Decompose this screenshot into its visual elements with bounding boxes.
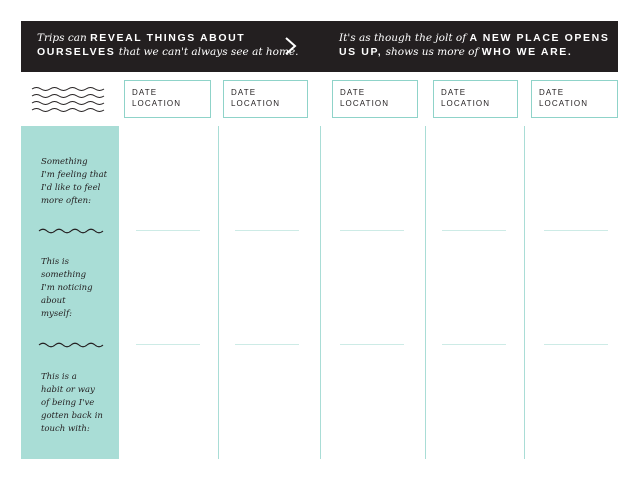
- writing-line[interactable]: [442, 344, 506, 345]
- writing-line[interactable]: [235, 344, 299, 345]
- location-label: LOCATION: [231, 99, 281, 108]
- quote-text-caps: A NEW PLACE OPENS: [469, 32, 610, 44]
- location-label: LOCATION: [340, 99, 390, 108]
- prompt-line: I'd like to feel: [41, 183, 101, 193]
- writing-line[interactable]: [442, 230, 506, 231]
- prompt-line: about: [41, 296, 66, 306]
- writing-line[interactable]: [235, 230, 299, 231]
- quote-text-caps: US UP,: [339, 46, 383, 58]
- column-divider: [425, 126, 426, 459]
- prompt-line: more often:: [41, 196, 92, 206]
- header-banner: [21, 21, 618, 72]
- column-divider: [218, 126, 219, 459]
- date-label: DATE: [132, 88, 158, 97]
- writing-line[interactable]: [340, 344, 404, 345]
- prompt-feeling: [41, 156, 115, 208]
- prompt-line: of being I've: [41, 398, 95, 408]
- writing-line[interactable]: [136, 230, 200, 231]
- column-divider: [320, 126, 321, 459]
- date-label: DATE: [539, 88, 565, 97]
- wavy-lines-icon: [30, 86, 110, 116]
- quote-line: [339, 31, 609, 45]
- quote-text-italic: that we can't always see at home.: [115, 46, 299, 58]
- date-label: DATE: [340, 88, 366, 97]
- quote-line: [37, 45, 299, 59]
- location-label: LOCATION: [441, 99, 491, 108]
- date-label: DATE: [441, 88, 467, 97]
- banner-quote-right: [339, 31, 609, 59]
- writing-line[interactable]: [544, 230, 608, 231]
- writing-line[interactable]: [544, 344, 608, 345]
- quote-line: [339, 45, 609, 59]
- entry-header-box[interactable]: [332, 80, 418, 118]
- prompt-sidebar: [21, 126, 119, 459]
- prompt-line: habit or way: [41, 385, 95, 395]
- location-label: LOCATION: [132, 99, 182, 108]
- prompt-line: touch with:: [41, 424, 90, 434]
- entry-header-box[interactable]: [124, 80, 211, 118]
- location-label: LOCATION: [539, 99, 589, 108]
- quote-text-caps: WHO WE ARE.: [481, 46, 573, 58]
- writing-line[interactable]: [340, 230, 404, 231]
- quote-text-italic: shows us more of: [382, 46, 482, 58]
- banner-quote-left: [37, 31, 299, 59]
- entry-header-box[interactable]: [223, 80, 308, 118]
- prompt-line: This is a: [41, 372, 77, 382]
- wavy-divider-icon: [38, 341, 104, 349]
- quote-text-italic: It's as though the jolt of: [339, 32, 470, 44]
- quote-text-caps: OURSELVES: [37, 46, 116, 58]
- prompt-line: Something: [41, 157, 88, 167]
- entry-header-box[interactable]: [531, 80, 618, 118]
- quote-text-italic: Trips can: [37, 32, 91, 44]
- date-label: DATE: [231, 88, 257, 97]
- prompt-habit: [41, 371, 115, 436]
- prompt-line: This is: [41, 257, 70, 267]
- column-divider: [524, 126, 525, 459]
- wavy-divider-icon: [38, 227, 104, 235]
- writing-line[interactable]: [136, 344, 200, 345]
- prompt-noticing: [41, 256, 115, 321]
- quote-line: [37, 31, 299, 45]
- prompt-line: I'm feeling that: [41, 170, 108, 180]
- chevron-right-icon: [283, 36, 299, 56]
- prompt-line: something: [41, 270, 87, 280]
- quote-text-caps: REVEAL THINGS ABOUT: [90, 32, 246, 44]
- prompt-line: myself:: [41, 309, 72, 319]
- entry-header-box[interactable]: [433, 80, 518, 118]
- prompt-line: I'm noticing: [41, 283, 93, 293]
- prompt-line: gotten back in: [41, 411, 103, 421]
